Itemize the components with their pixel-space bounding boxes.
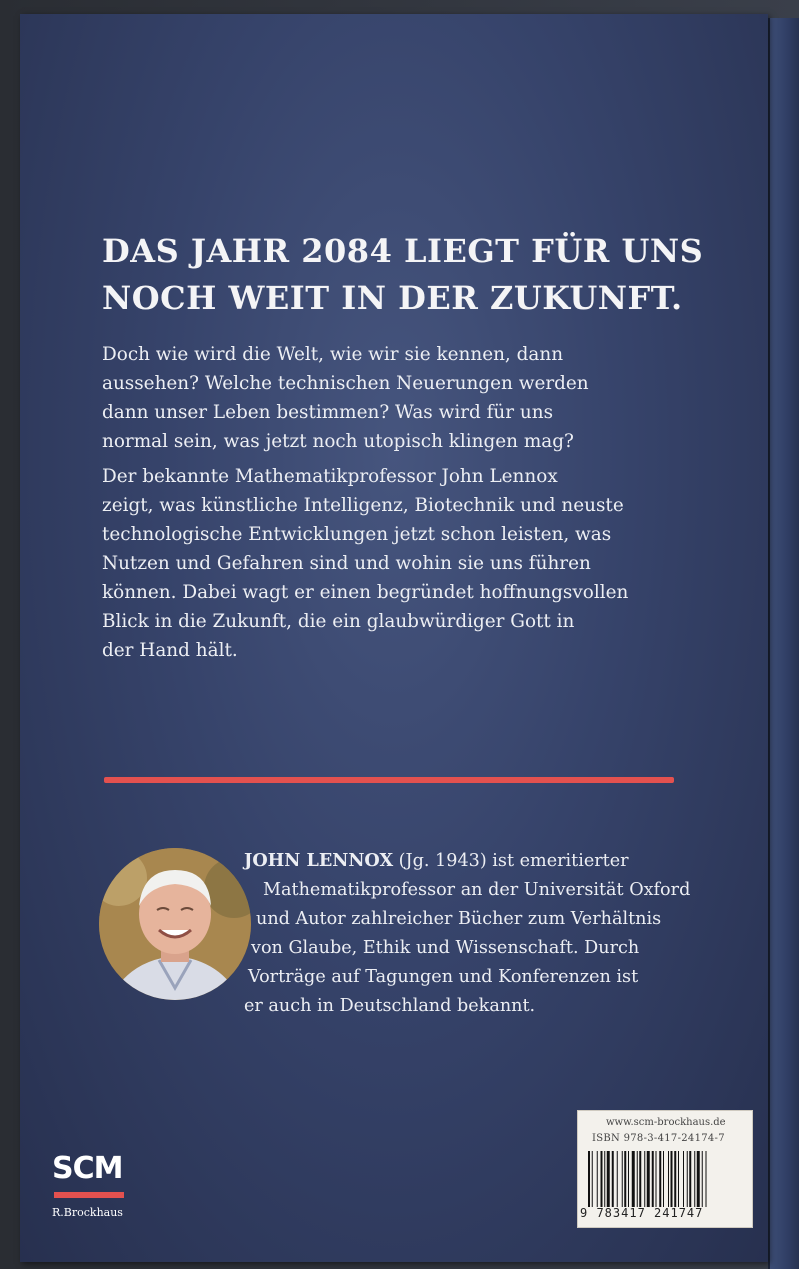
barcode-bar xyxy=(612,1151,614,1207)
barcode-bar xyxy=(637,1151,638,1207)
barcode-bar xyxy=(689,1151,691,1207)
headline xyxy=(102,228,702,322)
isbn-text: ISBN 978-3-417-24174-7 xyxy=(592,1133,725,1144)
blurb-line: dann unser Leben bestimmen? Was wird für uns xyxy=(102,402,554,423)
barcode-bar xyxy=(624,1151,626,1207)
bio-line: er auch in Deutschland bekannt. xyxy=(244,996,536,1016)
barcode-bar xyxy=(597,1151,598,1207)
barcode-label xyxy=(577,1110,753,1228)
barcode-bar xyxy=(601,1151,603,1207)
bio-line: Vorträge auf Tagungen und Konferenzen ist xyxy=(248,967,639,987)
barcode-bar xyxy=(687,1151,688,1207)
barcode-bar xyxy=(668,1151,669,1207)
barcode-bar xyxy=(674,1151,676,1207)
bio-first-line-rest: (Jg. 1943) ist emeritierter xyxy=(393,851,629,871)
blurb-line: Nutzen und Gefahren sind und wohin sie uns führen xyxy=(102,553,591,574)
barcode-bar xyxy=(607,1151,610,1207)
headline-line: DAS JAHR 2084 LIEGT FÜR UNS xyxy=(102,232,704,270)
blurb-line: Doch wie wird die Welt, wie wir sie kennen, dann xyxy=(102,344,564,365)
barcode-bar xyxy=(622,1151,623,1207)
barcode-bar xyxy=(639,1151,641,1207)
barcode-bar xyxy=(652,1151,654,1207)
book-spine xyxy=(768,18,799,1269)
barcode-bar xyxy=(592,1151,593,1207)
bio-line: Mathematikprofessor an der Universität Oxford xyxy=(263,880,691,900)
barcode-bar xyxy=(683,1151,684,1207)
blurb-paragraph-1 xyxy=(102,340,662,456)
barcode-bar xyxy=(702,1151,703,1207)
publisher-imprint: R.Brockhaus xyxy=(52,1206,123,1219)
barcode-bar xyxy=(694,1151,695,1207)
blurb-paragraph-2 xyxy=(102,462,662,665)
blurb-line: Blick in die Zukunft, die ein glaubwürdiger Gott in xyxy=(102,611,575,632)
barcode-bar xyxy=(617,1151,618,1207)
barcode-bar xyxy=(628,1151,629,1207)
blurb-line: aussehen? Welche technischen Neuerungen werden xyxy=(102,373,589,394)
publisher-logo-text: SCM xyxy=(52,1151,123,1186)
publisher-logo xyxy=(52,1152,132,1219)
bio-line xyxy=(244,846,714,876)
author-portrait-illustration xyxy=(99,848,251,1000)
barcode-bar xyxy=(706,1151,707,1207)
blurb-line: Der bekannte Mathematikprofessor John Lennox xyxy=(102,466,558,487)
barcode-bar xyxy=(647,1151,650,1207)
blurb-line: der Hand hält. xyxy=(102,640,238,661)
barcode-bar xyxy=(588,1151,590,1207)
blurb-line: können. Dabei wagt er einen begründet hoffnungsvollen xyxy=(102,582,629,603)
bio-line: und Autor zahlreicher Bücher zum Verhältnis xyxy=(256,909,662,929)
bio-line: von Glaube, Ethik und Wissenschaft. Durch xyxy=(251,938,640,958)
publisher-url: www.scm-brockhaus.de xyxy=(606,1117,726,1128)
barcode-bar xyxy=(632,1151,635,1207)
barcode-bar xyxy=(644,1151,645,1207)
barcode-number: 9 783417 241747 xyxy=(580,1206,704,1220)
barcode-bar xyxy=(697,1151,700,1207)
blurb-line: technologische Entwicklungen jetzt schon leisten, was xyxy=(102,524,612,545)
barcode-bar xyxy=(671,1151,673,1207)
blurb-line: zeigt, was künstliche Intelligenz, Biotechnik und neuste xyxy=(102,495,624,516)
author-photo xyxy=(99,848,251,1000)
barcode-bar xyxy=(604,1151,605,1207)
publisher-logo-bar xyxy=(54,1192,124,1198)
barcode-bars xyxy=(586,1151,744,1207)
blurb-line: normal sein, was jetzt noch utopisch klingen mag? xyxy=(102,431,574,452)
headline-line: NOCH WEIT IN DER ZUKUNFT. xyxy=(102,279,683,317)
barcode-bar xyxy=(663,1151,664,1207)
author-name: JOHN LENNOX xyxy=(244,850,394,871)
accent-divider xyxy=(104,777,674,783)
barcode-bar xyxy=(678,1151,679,1207)
barcode-bar xyxy=(659,1151,661,1207)
barcode-bar xyxy=(656,1151,657,1207)
author-bio xyxy=(244,846,714,1021)
